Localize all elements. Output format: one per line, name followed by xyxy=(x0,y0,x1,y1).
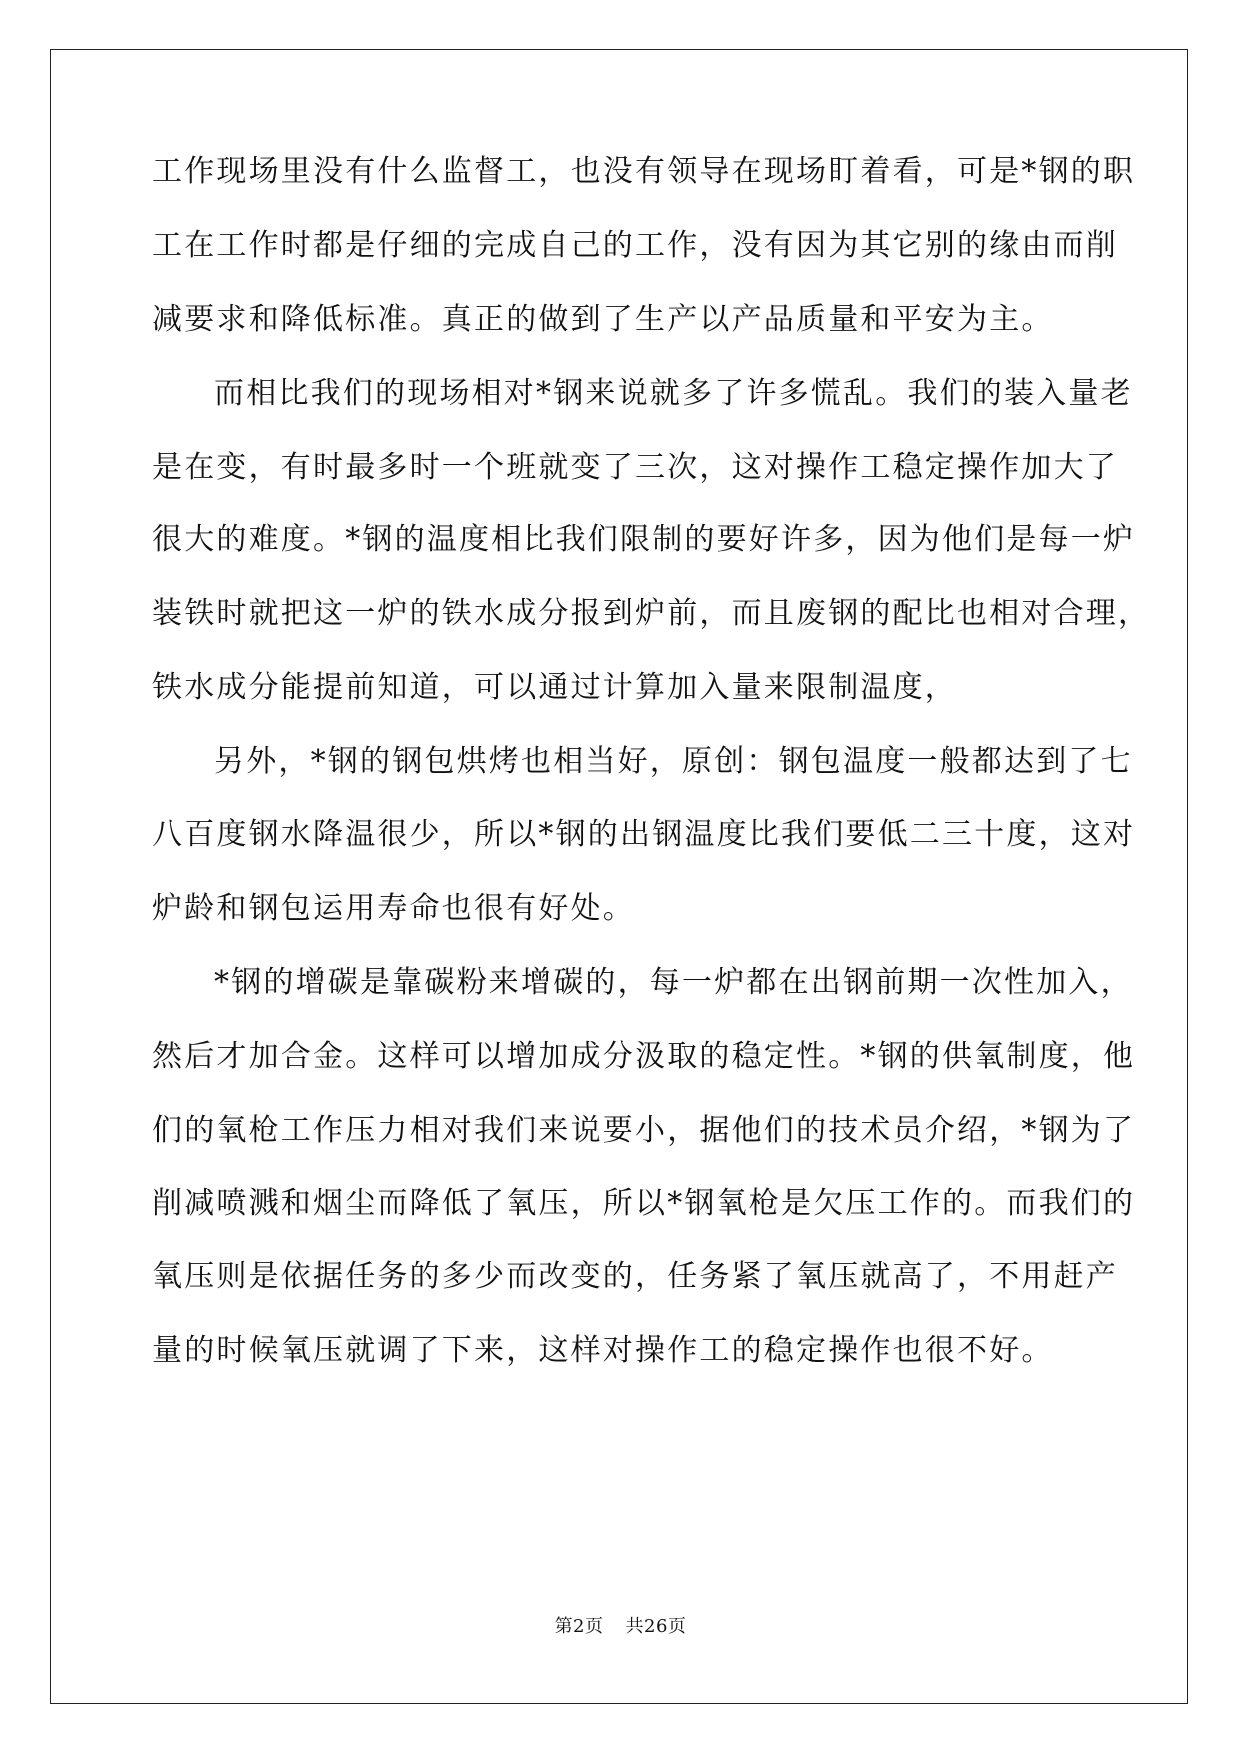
text-line: 而相比我们的现场相对*钢来说就多了许多慌乱。我们的装入量老 xyxy=(214,376,1133,411)
page-footer xyxy=(0,1615,1241,1639)
text-line: 八百度钢水降温很少，所以*钢的出钢温度比我们要低二三十度，这对 xyxy=(152,817,1136,852)
text-line: 工作现场里没有什么监督工，也没有领导在现场盯着看，可是*钢的职 xyxy=(152,154,1136,189)
text-line: 炉龄和钢包运用寿命也很有好处。 xyxy=(152,891,635,926)
text-line: 然后才加合金。这样可以增加成分汲取的稳定性。*钢的供氧制度，他 xyxy=(152,1039,1136,1074)
text-line: *钢的增碳是靠碳粉来增碳的，每一炉都在出钢前期一次性加入， xyxy=(214,965,1133,1000)
current-page-number: 第2页 xyxy=(554,1616,604,1637)
text-line: 量的时候氧压就调了下来，这样对操作工的稳定操作也很不好。 xyxy=(152,1333,1054,1368)
total-page-count: 共26页 xyxy=(625,1616,687,1637)
text-line: 装铁时就把这一炉的铁水成分报到炉前，而且废钢的配比也相对合理， xyxy=(152,596,1151,631)
text-line: 很大的难度。*钢的温度相比我们限制的要好许多，因为他们是每一炉 xyxy=(152,522,1136,557)
text-line: 铁水成分能提前知道，可以通过计算加入量来限制温度， xyxy=(152,670,957,705)
text-line: 工在工作时都是仔细的完成自己的工作，没有因为其它别的缘由而削 xyxy=(152,228,1118,263)
text-line: 减要求和降低标准。真正的做到了生产以产品质量和平安为主。 xyxy=(152,302,1054,337)
text-line: 另外，*钢的钢包烘烤也相当好，原创：钢包温度一般都达到了七 xyxy=(214,744,1133,779)
text-line: 是在变，有时最多时一个班就变了三次，这对操作工稳定操作加大了 xyxy=(152,450,1118,485)
page-border xyxy=(50,49,1188,1704)
text-line: 氧压则是依据任务的多少而改变的，任务紧了氧压就高了，不用赶产 xyxy=(152,1259,1118,1294)
text-line: 削减喷溅和烟尘而降低了氧压，所以*钢氧枪是欠压工作的。而我们的 xyxy=(152,1186,1136,1221)
text-line: 们的氧枪工作压力相对我们来说要小，据他们的技术员介绍，*钢为了 xyxy=(152,1113,1136,1148)
